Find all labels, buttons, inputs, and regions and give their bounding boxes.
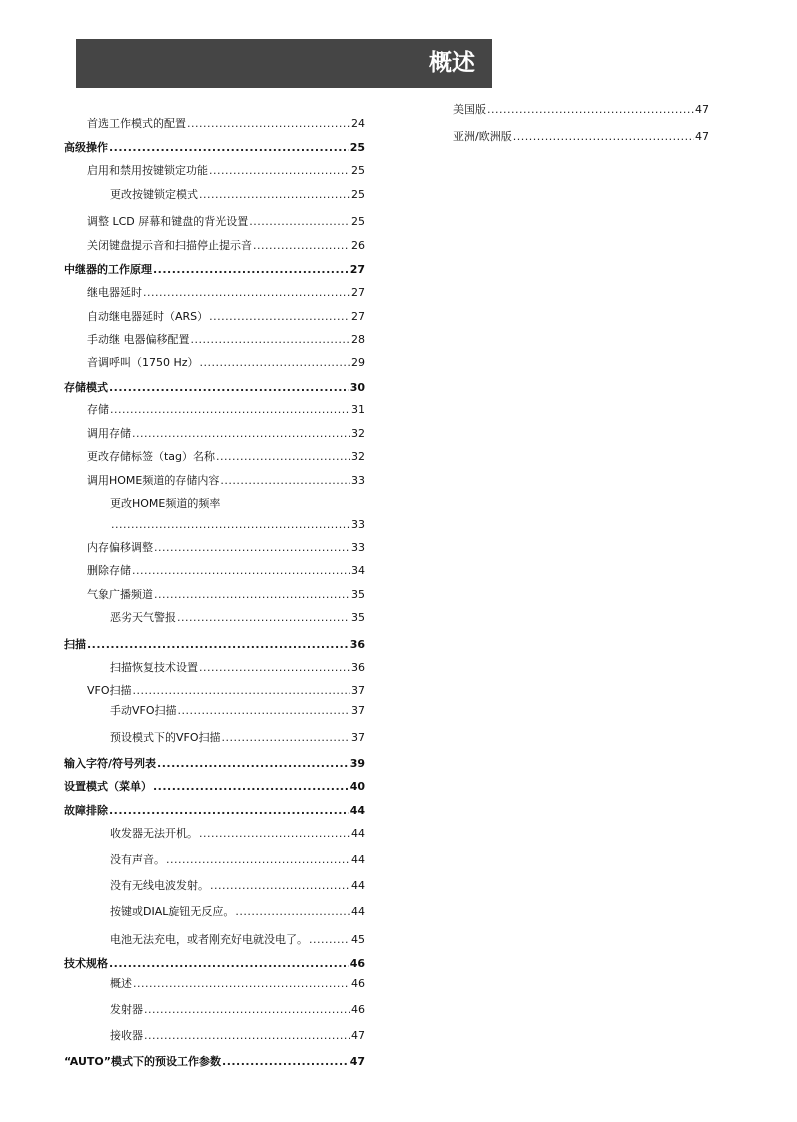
toc-entry[interactable] <box>87 564 365 578</box>
toc-leader-dots <box>153 780 349 794</box>
toc-entry[interactable] <box>87 450 365 464</box>
toc-leader-dots <box>216 450 350 464</box>
toc-leader-dots <box>209 164 350 178</box>
toc-entry[interactable] <box>110 853 365 867</box>
toc-entry[interactable] <box>87 588 365 602</box>
toc-entry-page: 36 <box>349 638 365 651</box>
toc-leader-dots <box>109 141 349 155</box>
toc-entry[interactable] <box>110 188 365 202</box>
toc-entry[interactable] <box>110 1029 365 1043</box>
toc-entry[interactable] <box>87 356 365 370</box>
toc-entry-page: 33 <box>351 518 365 531</box>
toc-entry-label: 启用和禁用按键锁定功能 <box>87 164 208 177</box>
toc-entry[interactable] <box>64 1055 365 1069</box>
toc-entry[interactable] <box>87 239 365 253</box>
toc-leader-dots <box>132 427 350 441</box>
toc-leader-dots <box>513 130 694 144</box>
toc-entry[interactable] <box>87 286 365 300</box>
toc-entry[interactable] <box>64 804 365 818</box>
toc-entry-page: 46 <box>349 957 365 970</box>
toc-entry[interactable] <box>64 263 365 277</box>
toc-entry-page: 30 <box>349 381 365 394</box>
toc-entry[interactable] <box>110 611 365 625</box>
toc-entry-label: 接收器 <box>110 1029 143 1042</box>
toc-entry-label: 技术规格 <box>64 957 108 970</box>
toc-leader-dots <box>109 957 349 971</box>
toc-entry-label: 中继器的工作原理 <box>64 263 152 276</box>
toc-entry[interactable] <box>453 130 709 144</box>
toc-leader-dots <box>111 518 350 532</box>
toc-entry-page: 24 <box>351 117 365 130</box>
toc-leader-dots <box>154 541 350 555</box>
toc-leader-dots <box>133 684 350 698</box>
toc-entry[interactable] <box>110 905 365 919</box>
toc-leader-dots <box>132 564 350 578</box>
toc-entry-page: 27 <box>351 310 365 323</box>
toc-entry-label: 存储 <box>87 403 109 416</box>
toc-entry-page: 27 <box>349 263 365 276</box>
toc-entry-page: 32 <box>351 427 365 440</box>
toc-entry[interactable] <box>110 497 365 511</box>
toc-leader-dots <box>109 381 349 395</box>
toc-entry[interactable] <box>87 117 365 131</box>
toc-entry-page: 37 <box>351 704 365 717</box>
toc-entry-page: 35 <box>351 611 365 624</box>
toc-entry-label: 删除存储 <box>87 564 131 577</box>
toc-leader-dots <box>157 757 349 771</box>
toc-entry-label: 调用存储 <box>87 427 131 440</box>
toc-entry[interactable] <box>110 827 365 841</box>
page-title: 概述 <box>429 50 475 76</box>
toc-leader-dots <box>199 827 350 841</box>
toc-entry-label: 故障排除 <box>64 804 108 817</box>
toc-entry[interactable] <box>110 977 365 991</box>
toc-entry-label: 电池无法充电，或者刚充好电就没电了。 <box>110 933 308 946</box>
toc-entry[interactable] <box>64 757 365 771</box>
toc-entry[interactable] <box>110 933 365 947</box>
toc-entry-page: 26 <box>351 239 365 252</box>
toc-entry-label: 更改存储标签（tag）名称 <box>87 450 216 463</box>
toc-entry-page: 45 <box>351 933 365 946</box>
toc-entry[interactable] <box>87 684 365 698</box>
toc-leader-dots <box>177 611 350 625</box>
toc-leader-dots <box>235 905 350 919</box>
toc-entry-label: 输入字符/符号列表 <box>64 757 157 770</box>
toc-entry-label: 预设模式下的VFO扫描 <box>110 731 221 744</box>
toc-entry-page: 27 <box>351 286 365 299</box>
toc-entry-label: 手动继 电器偏移配置 <box>87 333 190 346</box>
toc-leader-dots <box>153 263 349 277</box>
toc-entry-label: 更改HOME频道的频率 <box>110 497 221 510</box>
toc-entry-label: 调用HOME频道的存储内容 <box>87 474 220 487</box>
toc-entry-label: 没有无线电波发射。 <box>110 879 209 892</box>
toc-leader-dots <box>209 310 350 324</box>
toc-leader-dots <box>109 804 349 818</box>
toc-entry-label: 亚洲/欧洲版 <box>453 130 512 143</box>
toc-entry-label: 首选工作模式的配置 <box>87 117 186 130</box>
toc-entry-page: 36 <box>351 661 365 674</box>
toc-entry[interactable] <box>87 427 365 441</box>
toc-entry-label: “AUTO”模式下的预设工作参数 <box>64 1055 222 1068</box>
toc-leader-dots <box>133 977 350 991</box>
toc-entry-page: 47 <box>695 130 709 143</box>
toc-entry-page: 47 <box>351 1029 365 1042</box>
toc-entry[interactable] <box>110 518 365 532</box>
toc-entry-label: 发射器 <box>110 1003 143 1016</box>
toc-leader-dots <box>143 286 350 300</box>
toc-entry[interactable] <box>87 333 365 347</box>
toc-entry-label: 恶劣天气警报 <box>110 611 176 624</box>
toc-leader-dots <box>144 1029 350 1043</box>
toc-leader-dots <box>178 704 350 718</box>
toc-entry-page: 25 <box>349 141 365 154</box>
toc-entry[interactable] <box>87 403 365 417</box>
toc-entry-page: 25 <box>351 188 365 201</box>
toc-leader-dots <box>144 1003 350 1017</box>
toc-entry-label: 气象广播频道 <box>87 588 153 601</box>
toc-entry-label: 音调呼叫（1750 Hz） <box>87 356 199 369</box>
toc-entry-label: 按键或DIAL旋钮无反应。 <box>110 905 235 918</box>
toc-entry[interactable] <box>110 731 365 745</box>
toc-entry-page: 46 <box>351 977 365 990</box>
toc-leader-dots <box>199 661 350 675</box>
toc-entry-page: 40 <box>349 780 365 793</box>
toc-entry[interactable] <box>110 1003 365 1017</box>
toc-entry-label: 自动继电器延时（ARS） <box>87 310 209 323</box>
toc-entry-label: 美国版 <box>453 103 486 116</box>
toc-entry[interactable] <box>64 780 365 794</box>
toc-entry-page: 44 <box>351 853 365 866</box>
toc-leader-dots <box>210 879 350 893</box>
toc-entry-page: 44 <box>351 827 365 840</box>
toc-entry-page: 47 <box>695 103 709 116</box>
toc-leader-dots <box>187 117 350 131</box>
toc-entry-page: 44 <box>351 879 365 892</box>
toc-leader-dots <box>249 215 350 229</box>
toc-entry[interactable] <box>87 164 365 178</box>
toc-entry[interactable] <box>87 215 365 229</box>
toc-leader-dots <box>191 333 351 347</box>
toc-entry-label: 没有声音。 <box>110 853 165 866</box>
toc-leader-dots <box>220 474 350 488</box>
toc-entry-page: 37 <box>351 731 365 744</box>
toc-leader-dots <box>87 638 349 652</box>
toc-entry-label: 调整 LCD 屏幕和键盘的背光设置 <box>87 215 249 228</box>
toc-entry-label: 内存偏移调整 <box>87 541 153 554</box>
toc-entry[interactable] <box>87 541 365 555</box>
toc-leader-dots <box>487 103 694 117</box>
toc-entry-page: 25 <box>351 215 365 228</box>
toc-leader-dots <box>154 588 350 602</box>
toc-entry-label: 高级操作 <box>64 141 108 154</box>
toc-entry[interactable] <box>87 474 365 488</box>
toc-entry-page: 28 <box>351 333 365 346</box>
toc-leader-dots <box>200 356 350 370</box>
toc-entry[interactable] <box>64 141 365 155</box>
toc-entry[interactable] <box>110 879 365 893</box>
toc-entry-page: 29 <box>351 356 365 369</box>
toc-leader-dots <box>309 933 350 947</box>
toc-entry[interactable] <box>110 661 365 675</box>
toc-entry-page: 32 <box>351 450 365 463</box>
toc-leader-dots <box>110 403 350 417</box>
toc-entry-label: 收发器无法开机。 <box>110 827 198 840</box>
toc-entry-label: 更改按键锁定模式 <box>110 188 198 201</box>
toc-leader-dots <box>166 853 350 867</box>
toc-entry-label: 扫描 <box>64 638 86 651</box>
toc-entry-page: 47 <box>349 1055 365 1068</box>
toc-entry-label: 手动VFO扫描 <box>110 704 177 717</box>
toc-entry-page: 39 <box>349 757 365 770</box>
toc-entry-page: 33 <box>351 474 365 487</box>
toc-entry-page: 33 <box>351 541 365 554</box>
toc-entry-label: 继电器延时 <box>87 286 142 299</box>
toc-entry-label: 关闭键盘提示音和扫描停止提示音 <box>87 239 252 252</box>
toc-entry-page: 31 <box>351 403 365 416</box>
toc-entry[interactable] <box>453 103 709 117</box>
toc-entry[interactable] <box>64 638 365 652</box>
header-bar <box>76 39 492 88</box>
toc-entry-page: 35 <box>351 588 365 601</box>
toc-entry[interactable] <box>110 704 365 718</box>
toc-entry-label: 设置模式（菜单） <box>64 780 152 793</box>
toc-leader-dots <box>253 239 350 253</box>
toc-leader-dots <box>222 1055 349 1069</box>
toc-leader-dots <box>199 188 350 202</box>
toc-leader-dots <box>222 731 350 745</box>
toc-entry-page: 44 <box>351 905 365 918</box>
toc-entry-page: 25 <box>351 164 365 177</box>
toc-entry-label: 扫描恢复技术设置 <box>110 661 198 674</box>
toc-entry-page: 46 <box>351 1003 365 1016</box>
toc-entry-page: 44 <box>349 804 365 817</box>
toc-entry[interactable] <box>64 957 365 971</box>
toc-entry[interactable] <box>64 381 365 395</box>
toc-entry-page: 37 <box>351 684 365 697</box>
toc-entry[interactable] <box>87 310 365 324</box>
toc-entry-label: 存储模式 <box>64 381 108 394</box>
toc-entry-label: VFO扫描 <box>87 684 132 697</box>
toc-entry-page: 34 <box>351 564 365 577</box>
toc-entry-label: 概述 <box>110 977 132 990</box>
